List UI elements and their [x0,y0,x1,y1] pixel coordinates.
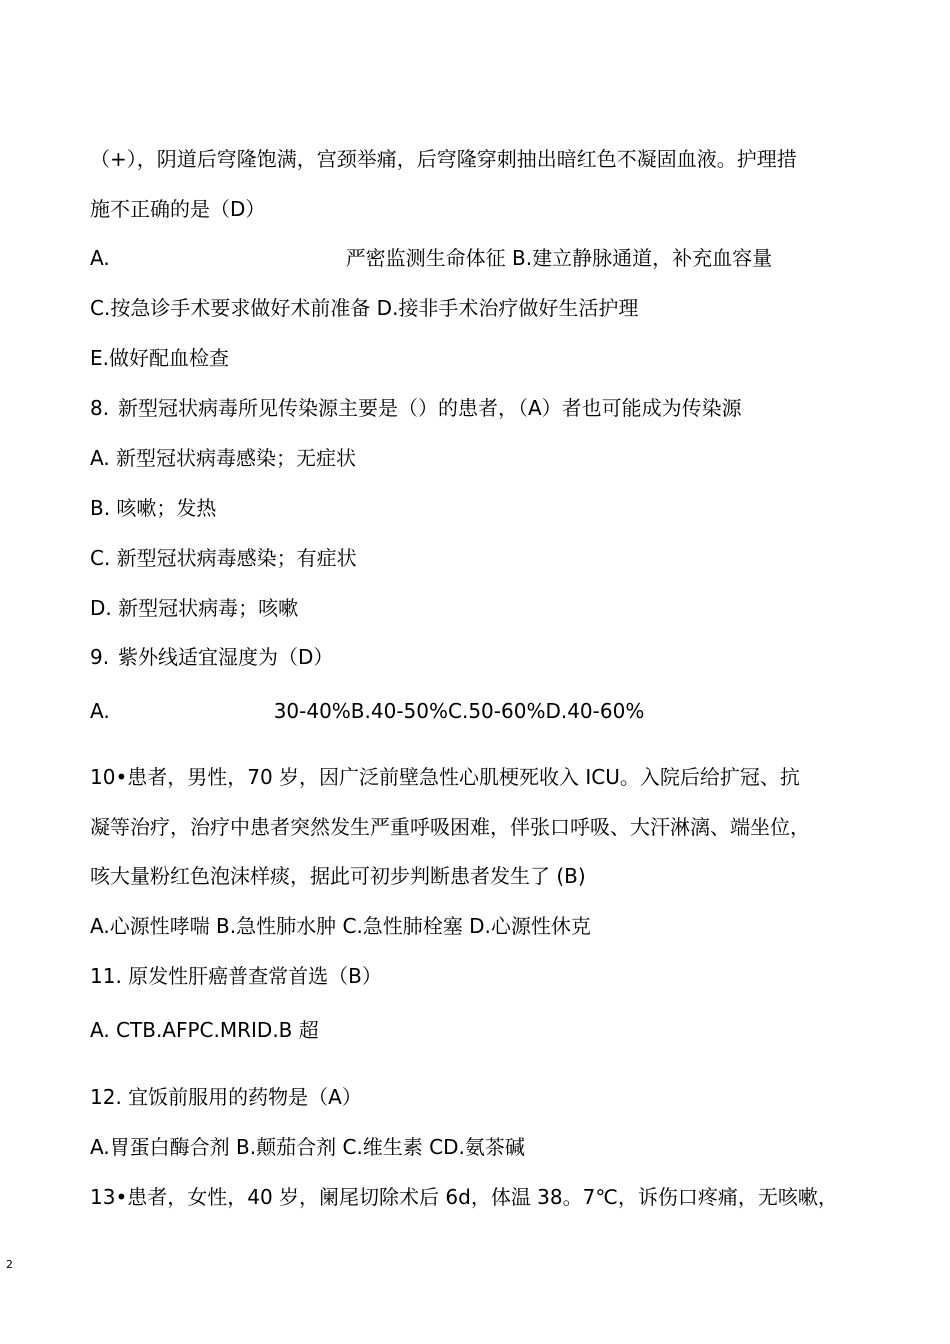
option-label: A. [90,699,110,723]
question-9 [90,644,333,670]
text-line: 施不正确的是（D） [90,197,266,221]
option-text: 30-40%B.40-50%C.50-60%D.40-60% [273,699,645,723]
question-10-line-3: 咳大量粉红色泡沫样痰，据此可初步判断患者发生了 (B) [90,864,586,888]
answer-options-line [90,698,644,724]
question-10-options: A.心源性哮喘 B.急性肺水肿 C.急性肺栓塞 D.心源性休克 [90,914,591,938]
option-text: 严密监测生命体征 B.建立静脉通道，补充血容量 [345,246,773,270]
question-10-line-1: 10•患者，男性，70 岁，因广泛前壁急性心肌梗死收入 ICU。入院后给扩冠、抗 [90,765,800,789]
question-11-options: A. CTB.AFPC.MRID.B 超 [90,1018,319,1042]
question-13-line-1: 13•患者，女性，40 岁，阑尾切除术后 6d，体温 38。7℃，诉伤口疼痛，无咳嗽， [90,1185,838,1209]
option-a: A. 新型冠状病毒感染；无症状 [90,446,357,470]
question-11: 11. 原发性肝癌普查常首选（B） [90,964,382,988]
option-c: C. 新型冠状病毒感染；有症状 [90,546,357,570]
option-d: D. 新型冠状病毒；咳嗽 [90,596,299,620]
option-b: B. 咳嗽；发热 [90,496,217,520]
question-number: 8. [90,396,110,420]
page-number: 2 [6,1258,13,1271]
text-line: E.做好配血检查 [90,346,229,370]
question-8 [90,395,742,421]
question-text: 新型冠状病毒所见传染源主要是（）的患者，（A）者也可能成为传染源 [118,396,742,420]
text-line: （+），阴道后穹隆饱满，宫颈举痛，后穹隆穿刺抽出暗红色不凝固血液。护理措 [90,147,797,171]
text-line: C.按急诊手术要求做好术前准备 D.接非手术治疗做好生活护理 [90,296,639,320]
question-10-line-2: 凝等治疗，治疗中患者突然发生严重呼吸困难，伴张口呼吸、大汗淋漓、端坐位， [90,815,810,839]
question-12: 12. 宜饭前服用的药物是（A） [90,1085,362,1109]
question-12-options: A.胃蛋白酶合剂 B.颠茄合剂 C.维生素 CD.氨茶碱 [90,1135,525,1159]
answer-options-line [90,245,772,271]
question-number: 9. [90,645,110,669]
question-text: 紫外线适宜湿度为（D） [118,645,334,669]
option-label: A. [90,246,110,270]
